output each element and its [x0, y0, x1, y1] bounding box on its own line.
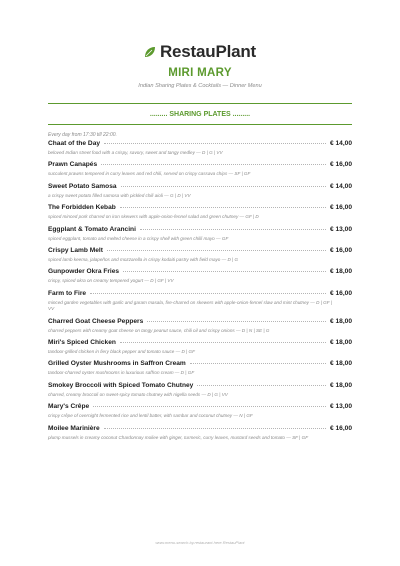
menu-item-row	[48, 204, 352, 211]
menu-item-price: € 18,00	[330, 268, 352, 276]
menu-item	[48, 268, 352, 284]
section-note: Every day from 17:30 till 22:00.	[48, 132, 117, 138]
menu-item	[48, 161, 352, 177]
menu-item-row	[48, 403, 352, 410]
menu-item-row	[48, 318, 352, 325]
menu-item-description: minced garden vegetables with garlic and garam masala, fire-charred on skewers with apple-onion-fennel slaw and mint chutney — D | GF | VV	[48, 299, 332, 312]
menu-item	[48, 382, 352, 398]
menu-item-price: € 18,00	[330, 360, 352, 368]
menu-item-description: tandoor-grilled chicken in fiery black pepper and tomato sauce — D | GF	[48, 349, 195, 355]
dot-leader	[140, 229, 326, 230]
menu-item	[48, 318, 352, 334]
menu-item-price: € 16,00	[330, 289, 352, 297]
menu-item-price: € 18,00	[330, 317, 352, 325]
menu-item-description: charred peppers with creamy goat cheese on tangy peanut sauce, chili oil and crispy onions — D | N | SE | G	[48, 327, 270, 333]
menu-item-row	[48, 360, 352, 367]
menu-item-price: € 16,00	[330, 161, 352, 169]
menu-item	[48, 247, 352, 263]
brand-logo	[0, 42, 400, 62]
menu-item-price: € 16,00	[330, 424, 352, 432]
menu-item-description: spiced eggplant, tomato and melted cheese in a crispy shell with green chilli mayo — GF	[48, 235, 229, 241]
menu-item-description: succulent prawns tempered in curry leaves and red chili, served on crispy cassava chips — SF | GF	[48, 171, 251, 177]
section-divider-top	[48, 103, 352, 104]
dot-leader	[147, 321, 326, 322]
menu-item-description: charred, creamy broccoli on sweet-spicy tomato chutney with nigella seeds — D | G | VV	[48, 391, 228, 397]
menu-item-name: Moilee Marinière	[48, 424, 100, 432]
menu-item-price: € 16,00	[330, 247, 352, 255]
menu-item-description: tandoor-charred oyster mushrooms in luxurious saffron cream — D | GF	[48, 370, 195, 376]
menu-item-price: € 18,00	[330, 339, 352, 347]
dot-leader	[101, 164, 326, 165]
menu-item-description: beloved Indian street food with a crispy, savory, sweet and tangy medley — D | G | VV	[48, 150, 223, 155]
menu-item	[48, 204, 352, 220]
menu-item-row	[48, 268, 352, 275]
footer-text: www.menu-search.by.restaurant.here.RestauPlant	[155, 540, 245, 545]
menu-item-name: Grilled Oyster Mushrooms in Saffron Cream	[48, 360, 186, 368]
menu-item-name: Eggplant & Tomato Arancini	[48, 225, 136, 233]
menu-item-row	[48, 382, 352, 389]
menu-item-row	[48, 183, 352, 190]
menu-item-name: Charred Goat Cheese Peppers	[48, 317, 144, 325]
menu-item-description: a crispy sweet potato filled samosa with pickled chili aioli — G | D | VV	[48, 192, 191, 198]
menu-item-name: Crispy Lamb Melt	[48, 247, 103, 255]
menu-item-list	[48, 140, 352, 446]
dot-leader	[90, 293, 326, 294]
menu-item-row	[48, 140, 352, 147]
menu-item-name: Miri's Spiced Chicken	[48, 339, 116, 347]
dot-leader	[104, 143, 326, 144]
dot-leader	[104, 428, 326, 429]
menu-item	[48, 339, 352, 355]
menu-item-price: € 14,00	[330, 140, 352, 147]
section-divider-bottom	[48, 124, 352, 125]
menu-item-price: € 18,00	[330, 381, 352, 389]
dot-leader	[120, 342, 326, 343]
menu-item	[48, 140, 352, 156]
brand-name: RestauPlant	[159, 42, 257, 61]
leaf-icon	[144, 46, 156, 58]
menu-item-price: € 13,00	[330, 225, 352, 233]
menu-item-name: Prawn Canapés	[48, 161, 98, 169]
dot-leader	[93, 406, 326, 407]
menu-item-row	[48, 339, 352, 346]
menu-subtitle: Indian Sharing Plates & Cocktails — Dinner Menu	[138, 83, 262, 89]
menu-item-row	[48, 161, 352, 168]
section-title: ......... SHARING PLATES .........	[149, 111, 251, 118]
dot-leader	[197, 385, 326, 386]
menu-item-row	[48, 290, 352, 297]
menu-item-price: € 14,00	[330, 182, 352, 190]
menu-item-description: spiced minced pork charred on iron skewers with apple-onion-fennel salad and green chutney — GF | D	[48, 214, 259, 220]
dot-leader	[120, 207, 326, 208]
menu-item	[48, 183, 352, 199]
menu-item-description: spiced lamb keema, jalapeños and mozzarella in crispy kodaiti pastry with field mayo — D | G	[48, 257, 239, 263]
menu-item-name: Chaat of the Day	[48, 140, 101, 147]
menu-item-name: Smokey Broccoli with Spiced Tomato Chutney	[48, 381, 194, 389]
menu-item-description: crispy crêpe of overnight fermented rice and lentil batter, with sambar and coconut chutney — N | GF	[48, 413, 253, 419]
dot-leader	[190, 363, 326, 364]
menu-item-price: € 16,00	[330, 204, 352, 212]
menu-item-description: crispy, spiced okra on creamy tempered yogurt — D | GF | VV	[48, 278, 174, 284]
dot-leader	[121, 186, 326, 187]
menu-item	[48, 226, 352, 242]
menu-item-row	[48, 425, 352, 432]
menu-item-row	[48, 226, 352, 233]
menu-item-name: Gunpowder Okra Fries	[48, 268, 120, 276]
menu-item	[48, 360, 352, 376]
dot-leader	[107, 250, 326, 251]
menu-item	[48, 403, 352, 419]
menu-item	[48, 425, 352, 441]
menu-item	[48, 290, 352, 313]
menu-item-price: € 13,00	[330, 403, 352, 411]
menu-item-name: Farm to Fire	[48, 289, 87, 297]
menu-item-description: plump mussels in creamy coconut Chardonnay moilee with ginger, turmeric, curry leaves, mustard seeds and tomato — SF | GF	[48, 434, 308, 440]
dot-leader	[123, 271, 326, 272]
menu-item-name: Mary's Crêpe	[48, 403, 90, 411]
restaurant-title: MIRI MARY	[168, 67, 232, 79]
menu-item-row	[48, 247, 352, 254]
menu-item-name: Sweet Potato Samosa	[48, 182, 117, 190]
menu-item-name: The Forbidden Kebab	[48, 204, 116, 212]
